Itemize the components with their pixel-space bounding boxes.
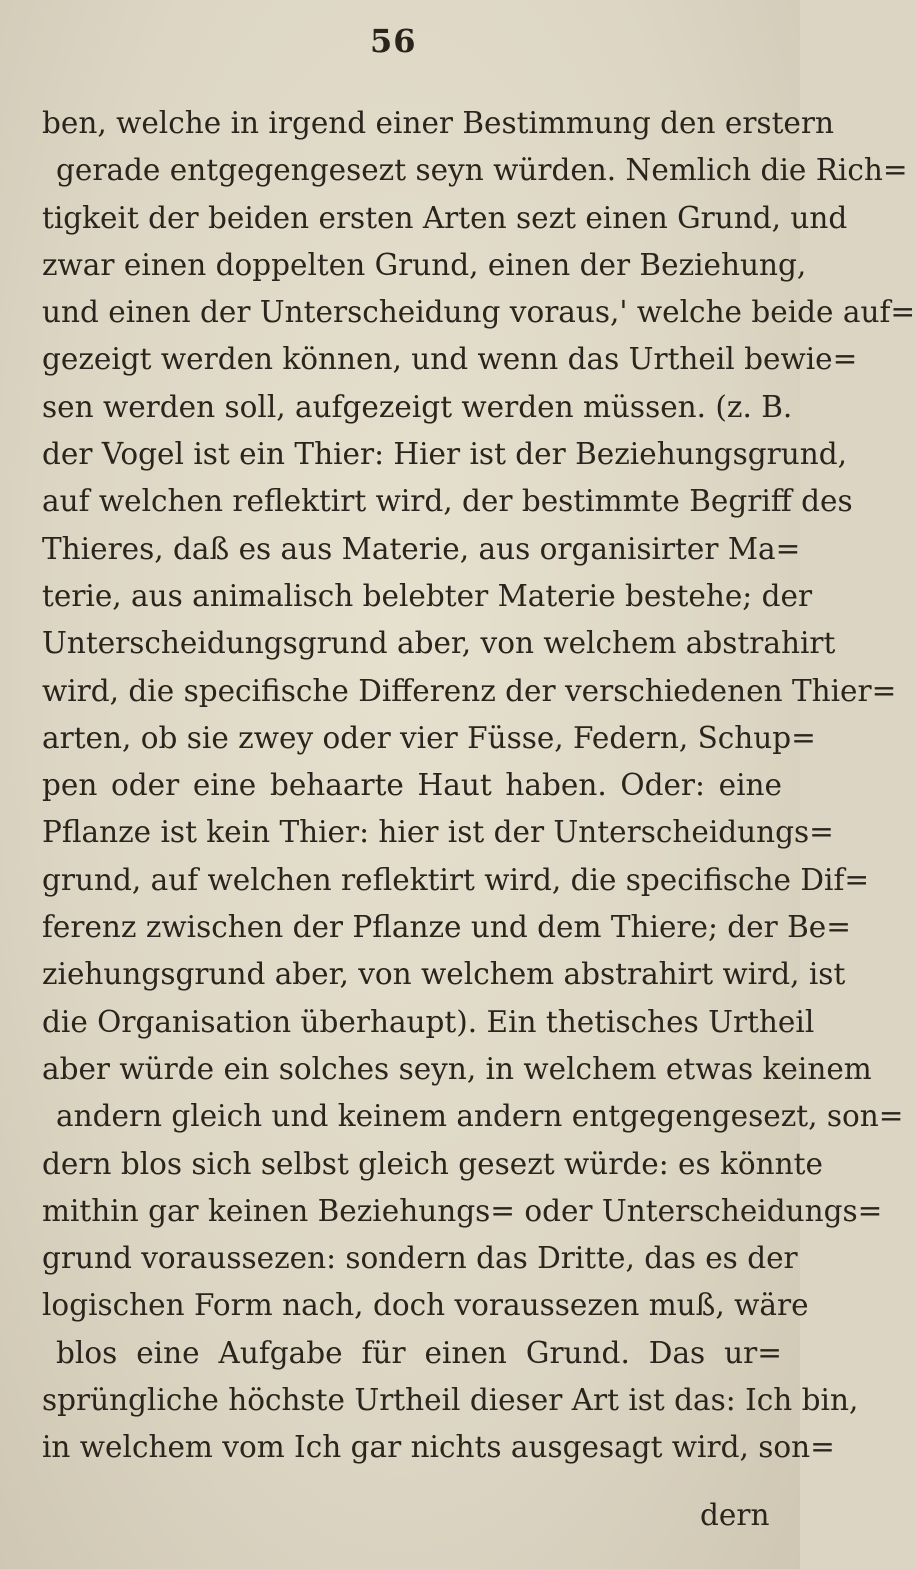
text-line: Unterscheidungsgrund aber, von welchem abstrahirt [42, 626, 836, 661]
text-line: zwar einen doppelten Grund, einen der Beziehung, [42, 247, 807, 282]
text-line: logischen Form nach, doch voraussezen muß, wäre [42, 1288, 809, 1323]
text-line: mithin gar keinen Beziehungs= oder Unterscheidungs= [42, 1193, 883, 1228]
text-line: terie, aus animalisch belebter Materie bestehe; der [42, 578, 813, 613]
text-line: arten, ob sie zwey oder vier Füsse, Federn, Schup= [42, 720, 816, 755]
text-line: in welchem vom Ich gar nichts ausgesagt wird, son= [42, 1430, 835, 1465]
text-line: grund, auf welchen reflektirt wird, die specifische Dif= [42, 862, 870, 897]
text-line: ferenz zwischen der Pflanze und dem Thiere; der Be= [42, 910, 851, 945]
body-text [42, 100, 915, 1472]
text-line: sen werden soll, aufgezeigt werden müssen. (z. B. [42, 389, 793, 424]
text-line: wird, die specifische Differenz der verschiedenen Thier= [42, 673, 897, 708]
text-line: der Vogel ist ein Thier: Hier ist der Beziehungsgrund, [42, 437, 847, 472]
text-line: die Organisation überhaupt). Ein thetisches Urtheil [42, 1004, 815, 1039]
text-line: andern gleich und keinem andern entgegengesezt, son= [56, 1099, 904, 1134]
text-line: pen oder eine behaarte Haut haben. Oder: eine [42, 768, 782, 803]
text-line: grund voraussezen: sondern das Dritte, das es der [42, 1241, 798, 1276]
text-line: ziehungsgrund aber, von welchem abstrahirt wird, ist [42, 957, 846, 992]
page-number: 56 [370, 22, 417, 60]
text-line: gerade entgegengesezt seyn würden. Nemlich die Rich= [56, 153, 908, 188]
text-line: und einen der Unterscheidung voraus,' welche beide auf= [42, 295, 915, 330]
text-line: aber würde ein solches seyn, in welchem etwas keinem [42, 1051, 872, 1086]
text-line: ben, welche in irgend einer Bestimmung den erstern [42, 106, 834, 140]
text-line: blos eine Aufgabe für einen Grund. Das ur= [56, 1335, 782, 1370]
text-line: Thieres, daß es aus Materie, aus organisirter Ma= [42, 531, 801, 566]
catchword: dern [700, 1498, 770, 1532]
text-line: gezeigt werden können, und wenn das Urtheil bewie= [42, 342, 858, 377]
text-line: sprüngliche höchste Urtheil dieser Art ist das: Ich bin, [42, 1383, 859, 1418]
text-line: tigkeit der beiden ersten Arten sezt einen Grund, und [42, 200, 848, 235]
text-line: dern blos sich selbst gleich gesezt würde: es könnte [42, 1146, 823, 1181]
text-line: auf welchen reflektirt wird, der bestimmte Begriff des [42, 484, 853, 519]
text-line: Pflanze ist kein Thier: hier ist der Unterscheidungs= [42, 815, 834, 850]
